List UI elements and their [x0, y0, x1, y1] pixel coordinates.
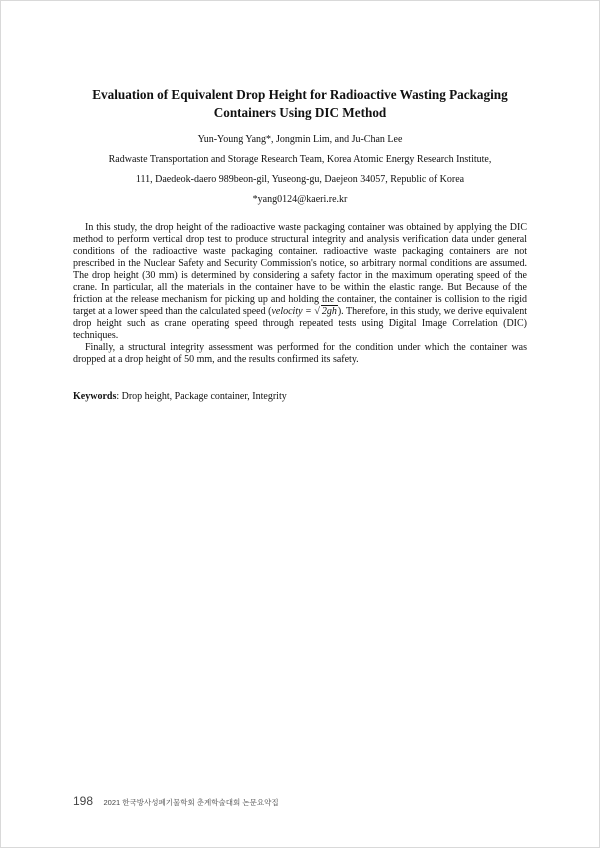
title-line-2: Containers Using DIC Method — [213, 105, 387, 120]
abstract-p1-text-before: In this study, the drop height of the radioactive waste packaging container was obtained by applying the DIC method to perform vertical drop test to produce structural integrity and analysis verification data under general conditions of the radioactive waste packaging container. radioactive waste packaging containers are not prescribed in the Nuclear Safety and Security Commission's notice, so arbitrary normal conditions are assumed. The drop height (30 mm) is determined by considering a safety factor in the maximum operating speed of the crane. In particular, all the materials in the container have to be within the elastic range. But Because of the friction at the release mechanism for picking up and holding the container, the container is collision to the rigid target at a lower speed than the calculated speed ( — [73, 222, 527, 317]
title-line-1: Evaluation of Equivalent Drop Height for Radioactive Wasting Packaging — [92, 87, 508, 102]
affiliation-line-2: 111, Daedeok-daero 989beon-gil, Yuseong-gu, Daejeon 34057, Republic of Korea — [135, 174, 465, 185]
keywords-label: Keywords — [73, 391, 117, 402]
author-list: Yun-Young Yang*, Jongmin Lim, and Ju-Chan Lee — [197, 134, 403, 145]
abstract-paragraph-2: Finally, a structural integrity assessment was performed for the condition under which the container was dropped at a drop height of 50 mm, and the results confirmed its safety. — [73, 342, 527, 365]
abstract — [73, 222, 527, 366]
formula-radicand: 2gh — [321, 306, 337, 317]
keywords — [73, 391, 527, 403]
paper-title — [60, 86, 540, 122]
velocity-formula — [271, 306, 337, 317]
affiliation-line-1: Radwaste Transportation and Storage Research Team, Korea Atomic Energy Research Institute, — [108, 154, 492, 165]
abstract-paragraph-1 — [73, 222, 527, 342]
page-footer — [73, 792, 279, 810]
formula-lhs: velocity = √ — [271, 306, 320, 317]
abstract-p1-text-after: ). Therefore, in this study, we derive equivalent drop height such as crane operating speed through repeated tests using Digital Image Correlation (DIC) techniques. — [73, 306, 528, 341]
page-number: 198 — [73, 794, 94, 808]
keywords-text: : Drop height, Package container, Integrity — [116, 391, 287, 402]
author-email: *yang0124@kaeri.re.kr — [252, 194, 348, 205]
proceedings-name: 2021 한국방사성폐기물학회 춘계학술대회 논문요약집 — [103, 798, 279, 807]
